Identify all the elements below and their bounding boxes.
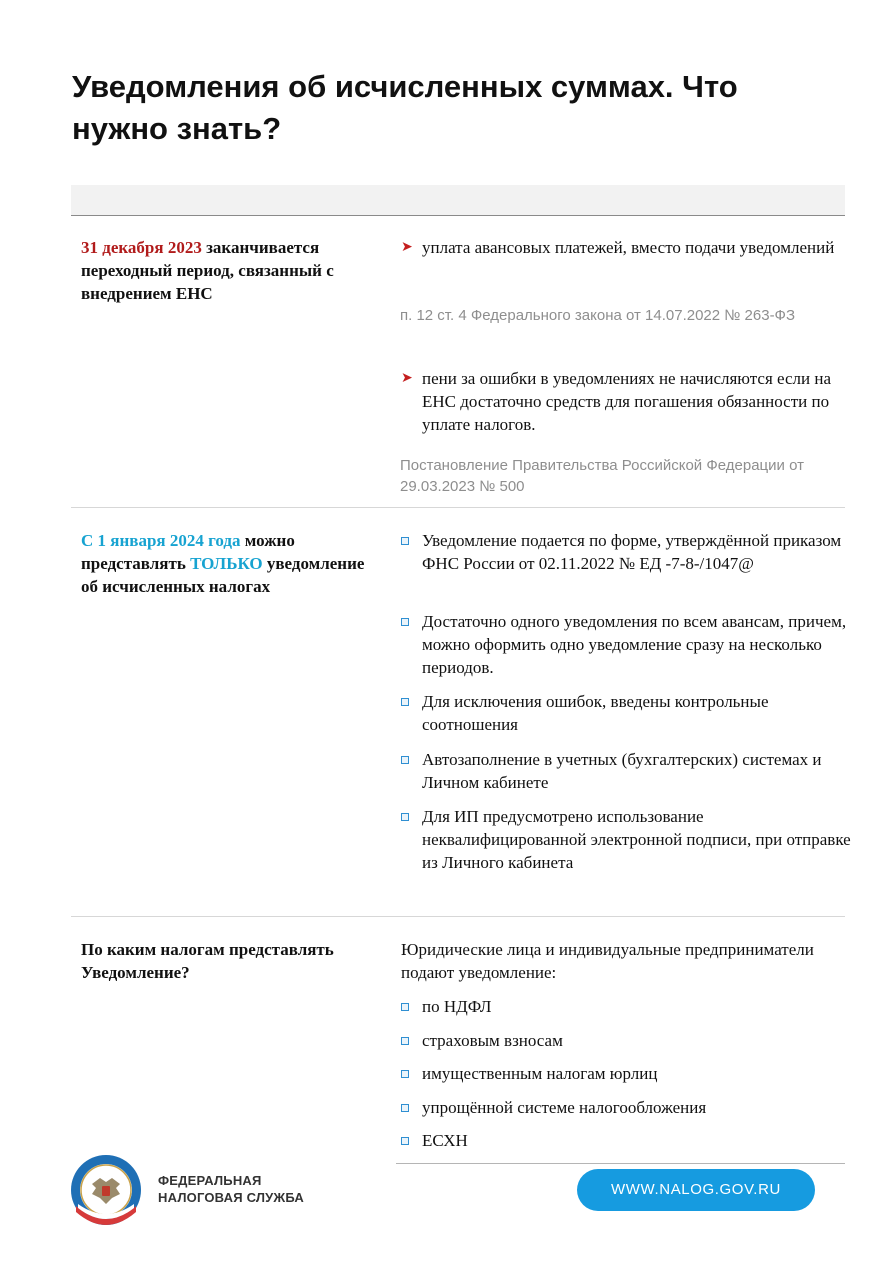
section2-item-5-text: Для ИП предусмотрено использование неквалифицированной электронной подписи, при отправке из Личного кабинета: [422, 807, 851, 872]
section2-date: С 1 января 2024 года: [81, 531, 241, 550]
section2-item-3: [401, 690, 852, 736]
section2-item-2-text: Достаточно одного уведомления по всем авансам, причем, можно оформить одно уведомление сразу на несколько периодов.: [422, 612, 847, 677]
section3-item-4-text: упрощённой системе налогообложения: [422, 1098, 707, 1117]
row-divider: [71, 916, 845, 917]
section3-item-2-text: страховым взносам: [422, 1031, 563, 1050]
blue-square-icon: [401, 1037, 409, 1045]
section1-item-1-reference: п. 12 ст. 4 Федерального закона от 14.07.2022 № 263-ФЗ: [400, 307, 796, 324]
blue-square-icon: [401, 537, 409, 545]
section3-item-3: [401, 1062, 852, 1085]
section2-item-4: [401, 748, 852, 794]
org-line-1: ФЕДЕРАЛЬНАЯ: [158, 1173, 262, 1188]
section3-item-3-text: имущественным налогам юрлиц: [422, 1064, 658, 1083]
section2-heading-mid: можно представлять: [81, 531, 295, 573]
section2-item-5: [401, 805, 852, 874]
section3-intro: Юридические лица и индивидуальные предприниматели подают уведомление:: [401, 940, 814, 982]
section2-item-1-text: Уведомление подается по форме, утверждённой приказом ФНС России от 02.11.2022 № ЕД -7-8-/1047@: [422, 531, 842, 573]
section2-heading: [81, 529, 381, 598]
org-line-2: НАЛОГОВАЯ СЛУЖБА: [158, 1190, 305, 1205]
section1-date: 31 декабря 2023: [81, 238, 202, 257]
website-button[interactable]: WWW.NALOG.GOV.RU: [577, 1169, 815, 1211]
blue-square-icon: [401, 813, 409, 821]
section3-item-5: [401, 1129, 852, 1152]
blue-square-icon: [401, 1070, 409, 1078]
footer-divider: [396, 1163, 845, 1164]
blue-square-icon: [401, 756, 409, 764]
section1-item-1-text: уплата авансовых платежей, вместо подачи уведомлений: [422, 238, 835, 257]
section1-heading: [81, 236, 381, 305]
fns-emblem-logo: [70, 1154, 142, 1226]
section1-item-2-text: пени за ошибки в уведомлениях не начисляются если на ЕНС достаточно средств для погашения обязанности по уплате налогов.: [422, 369, 832, 434]
section3-heading: По каким налогам представлять Уведомление?: [81, 940, 334, 982]
section2-item-1: [401, 529, 852, 575]
section2-item-4-text: Автозаполнение в учетных (бухгалтерских) системах и Личном кабинете: [422, 750, 822, 792]
section3-item-2: [401, 1029, 852, 1052]
red-arrow-icon: ➤: [401, 239, 413, 255]
red-arrow-icon: ➤: [401, 370, 413, 386]
row-divider: [71, 507, 845, 508]
section3-item-4: [401, 1096, 852, 1119]
blue-square-icon: [401, 618, 409, 626]
table-header-bar: [71, 185, 845, 216]
blue-square-icon: [401, 1104, 409, 1112]
blue-square-icon: [401, 1003, 409, 1011]
section1-item-2: [401, 367, 852, 436]
page-title: Уведомления об исчисленных суммах. Что нужно знать?: [72, 69, 738, 146]
blue-square-icon: [401, 1137, 409, 1145]
section1-item-2-reference: Постановление Правительства Российской Федерации от 29.03.2023 № 500: [400, 457, 804, 495]
section2-item-3-text: Для исключения ошибок, введены контрольные соотношения: [422, 692, 769, 734]
section1-heading-text: заканчивается переходный период, связанный с внедрением ЕНС: [81, 238, 334, 303]
blue-square-icon: [401, 698, 409, 706]
section3-item-1: [401, 995, 852, 1018]
section2-emphasis: ТОЛЬКО: [190, 554, 263, 573]
section3-item-5-text: ЕСХН: [422, 1131, 468, 1150]
section3-item-1-text: по НДФЛ: [422, 997, 492, 1016]
section1-item-1: [401, 236, 852, 259]
section2-item-2: [401, 610, 852, 679]
section2-heading-end: уведомление об исчисленных налогах: [81, 554, 365, 596]
organization-name: [158, 1172, 304, 1206]
